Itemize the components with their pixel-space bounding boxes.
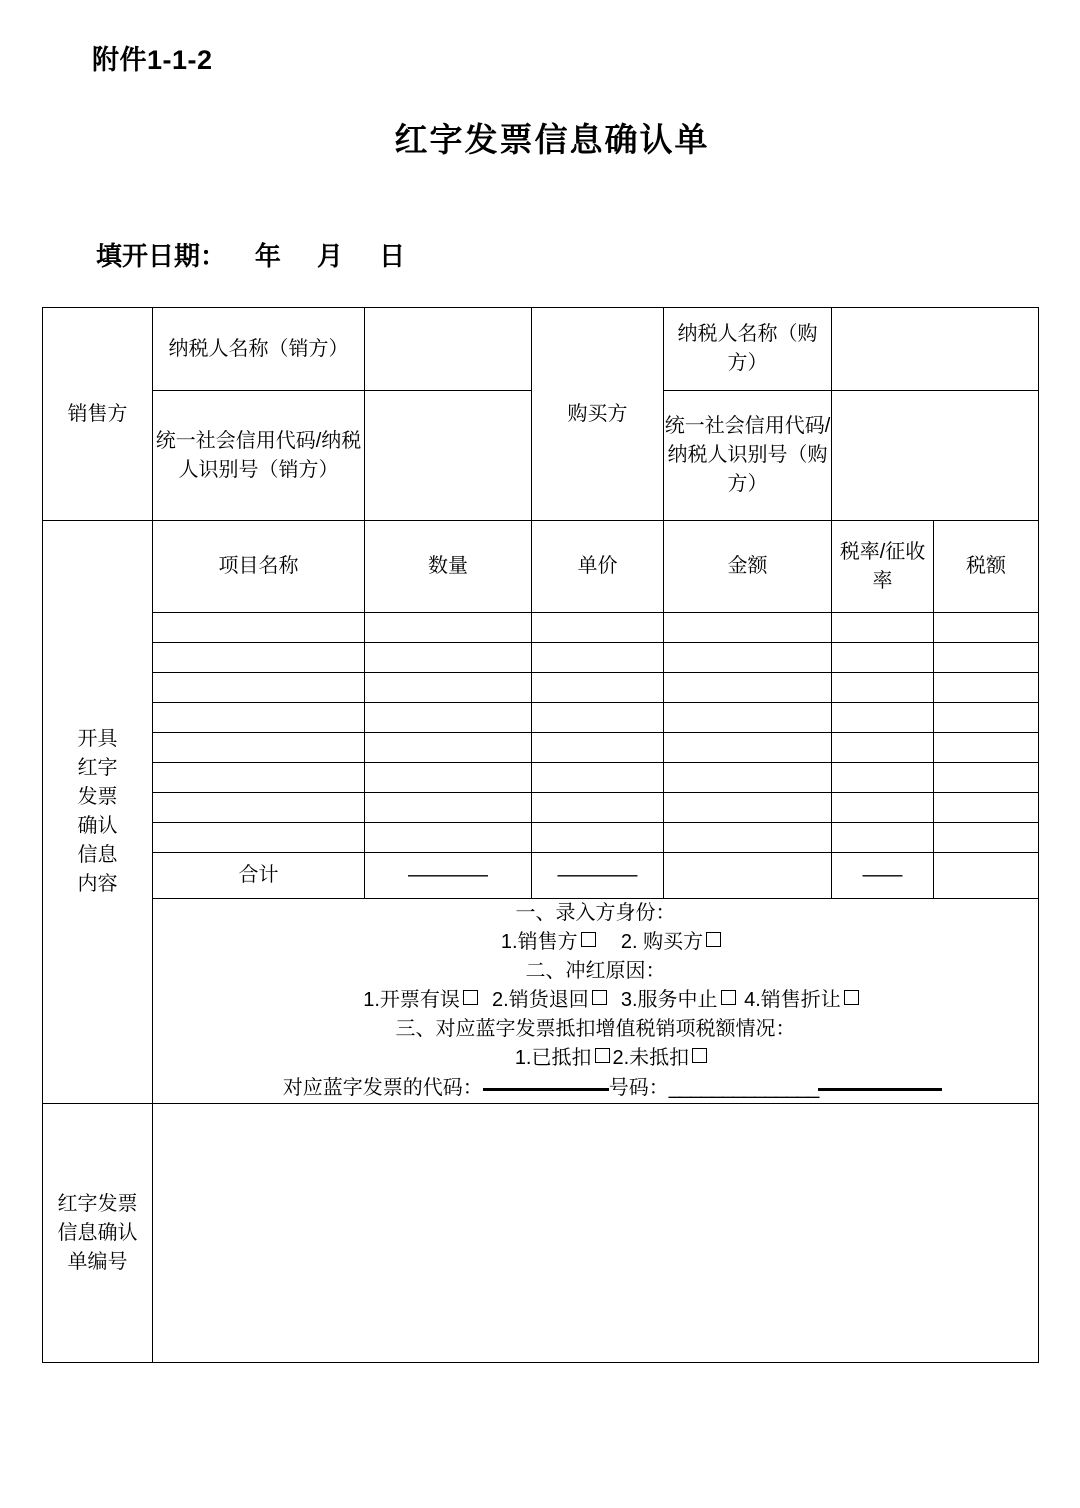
items-section-label bbox=[43, 521, 153, 1104]
serial-number-label-line: 信息确认 bbox=[57, 1221, 138, 1244]
cell-amount[interactable] bbox=[664, 643, 832, 673]
cell-tax-rate[interactable] bbox=[832, 703, 934, 733]
cell-quantity[interactable] bbox=[365, 673, 532, 703]
table-row[interactable] bbox=[43, 733, 1039, 763]
reason-sales-discount-label: 4.销售折让 bbox=[744, 989, 841, 1011]
cell-quantity[interactable] bbox=[365, 763, 532, 793]
cell-quantity[interactable] bbox=[365, 733, 532, 763]
total-tax-rate: —— bbox=[832, 853, 934, 899]
seller-name-row bbox=[43, 308, 1039, 391]
cell-amount[interactable] bbox=[664, 823, 832, 853]
cell-quantity[interactable] bbox=[365, 703, 532, 733]
cell-tax-amount[interactable] bbox=[934, 763, 1039, 793]
reason-service-stop-label: 3.服务中止 bbox=[620, 989, 718, 1011]
checkbox-reason-sales-return[interactable] bbox=[592, 990, 607, 1005]
entry-party-buyer-label: 2. 购买方 bbox=[620, 931, 704, 953]
notes-line-3: 二、冲红原因： bbox=[525, 960, 666, 982]
notes-block bbox=[153, 899, 1039, 1104]
items-section-label-line: 内容 bbox=[77, 873, 118, 896]
cell-unit-price[interactable] bbox=[532, 763, 664, 793]
reason-sales-return-label: 2.销货退回 bbox=[492, 989, 589, 1011]
serial-number-label-line: 红字发票 bbox=[57, 1192, 138, 1215]
deducted-label: 1.已抵扣 bbox=[514, 1047, 592, 1069]
total-amount[interactable] bbox=[664, 853, 832, 899]
cell-item-name[interactable] bbox=[153, 823, 365, 853]
cell-amount[interactable] bbox=[664, 703, 832, 733]
cell-item-name[interactable] bbox=[153, 613, 365, 643]
buyer-name-value[interactable] bbox=[832, 308, 1039, 391]
items-section-label-line: 红字 bbox=[77, 757, 118, 780]
column-header-amount: 金额 bbox=[664, 521, 832, 613]
column-header-tax-rate: 税率/征收率 bbox=[832, 521, 934, 613]
total-row bbox=[43, 853, 1039, 899]
cell-amount[interactable] bbox=[664, 613, 832, 643]
cell-quantity[interactable] bbox=[365, 793, 532, 823]
reason-invoice-error-label: 1.开票有误 bbox=[363, 989, 460, 1011]
cell-tax-rate[interactable] bbox=[832, 823, 934, 853]
table-row[interactable] bbox=[43, 673, 1039, 703]
cell-unit-price[interactable] bbox=[532, 793, 664, 823]
serial-number-row bbox=[43, 1104, 1039, 1363]
table-row[interactable] bbox=[43, 643, 1039, 673]
serial-number-value[interactable] bbox=[153, 1104, 1039, 1363]
column-header-item-name: 项目名称 bbox=[153, 521, 365, 613]
seller-section-label: 销售方 bbox=[43, 308, 153, 521]
page-title: 红字发票信息确认单 bbox=[394, 121, 710, 158]
notes-line-7 bbox=[153, 1073, 1038, 1103]
table-row[interactable] bbox=[43, 703, 1039, 733]
cell-tax-rate[interactable] bbox=[832, 613, 934, 643]
cell-tax-rate[interactable] bbox=[832, 643, 934, 673]
blue-invoice-code-input[interactable] bbox=[483, 1088, 609, 1091]
serial-number-label-line: 单编号 bbox=[67, 1250, 128, 1273]
cell-amount[interactable] bbox=[664, 733, 832, 763]
cell-tax-rate[interactable] bbox=[832, 793, 934, 823]
total-tax-amount[interactable] bbox=[934, 853, 1039, 899]
buyer-id-label: 统一社会信用代码/纳税人识别号（购方） bbox=[664, 391, 832, 521]
cell-unit-price[interactable] bbox=[532, 673, 664, 703]
buyer-section-label: 购买方 bbox=[532, 308, 664, 521]
cell-amount[interactable] bbox=[664, 673, 832, 703]
cell-item-name[interactable] bbox=[153, 703, 365, 733]
seller-id-label: 统一社会信用代码/纳税人识别号（销方） bbox=[153, 391, 365, 521]
cell-unit-price[interactable] bbox=[532, 643, 664, 673]
cell-item-name[interactable] bbox=[153, 673, 365, 703]
checkbox-entry-party-buyer[interactable] bbox=[706, 932, 721, 947]
cell-item-name[interactable] bbox=[153, 763, 365, 793]
fill-date-line: 填开日期： 年 月 日 bbox=[96, 241, 406, 271]
notes-line-4 bbox=[153, 986, 1038, 1015]
cell-tax-amount[interactable] bbox=[934, 673, 1039, 703]
items-section-label-line: 发票 bbox=[77, 786, 118, 809]
checkbox-reason-sales-discount[interactable] bbox=[844, 990, 859, 1005]
total-unit-price: ———— bbox=[532, 853, 664, 899]
checkbox-reason-service-stop[interactable] bbox=[721, 990, 736, 1005]
cell-tax-amount[interactable] bbox=[934, 703, 1039, 733]
entry-party-seller-label: 1.销售方 bbox=[500, 931, 578, 953]
cell-tax-amount[interactable] bbox=[934, 793, 1039, 823]
total-label: 合计 bbox=[153, 853, 365, 899]
buyer-name-label: 纳税人名称（购方） bbox=[664, 308, 832, 391]
cell-item-name[interactable] bbox=[153, 793, 365, 823]
cell-tax-amount[interactable] bbox=[934, 613, 1039, 643]
cell-unit-price[interactable] bbox=[532, 613, 664, 643]
notes-row bbox=[43, 899, 1039, 1104]
invoice-confirmation-table bbox=[42, 307, 1039, 1363]
column-header-unit-price: 单价 bbox=[532, 521, 664, 613]
cell-quantity[interactable] bbox=[365, 823, 532, 853]
cell-amount[interactable] bbox=[664, 793, 832, 823]
checkbox-deducted[interactable] bbox=[595, 1048, 610, 1063]
cell-tax-amount[interactable] bbox=[934, 733, 1039, 763]
blue-invoice-number-dashes: ______________ bbox=[668, 1076, 819, 1099]
items-section-label-line: 确认 bbox=[77, 815, 118, 838]
seller-id-value[interactable] bbox=[365, 391, 532, 521]
cell-quantity[interactable] bbox=[365, 613, 532, 643]
cell-tax-amount[interactable] bbox=[934, 643, 1039, 673]
table-row[interactable] bbox=[43, 763, 1039, 793]
cell-item-name[interactable] bbox=[153, 643, 365, 673]
total-quantity: ———— bbox=[365, 853, 532, 899]
seller-name-label: 纳税人名称（销方） bbox=[153, 308, 365, 391]
checkbox-entry-party-seller[interactable] bbox=[581, 932, 596, 947]
cell-tax-rate[interactable] bbox=[832, 733, 934, 763]
cell-quantity[interactable] bbox=[365, 643, 532, 673]
checkbox-not-deducted[interactable] bbox=[692, 1048, 707, 1063]
blue-invoice-number-label: 号码： bbox=[608, 1077, 669, 1099]
items-section-label-line: 开具 bbox=[77, 728, 118, 751]
notes-line-6 bbox=[153, 1044, 1038, 1073]
attachment-number: 附件1-1-2 bbox=[92, 45, 213, 75]
cell-unit-price[interactable] bbox=[532, 823, 664, 853]
cell-item-name[interactable] bbox=[153, 733, 365, 763]
cell-tax-rate[interactable] bbox=[832, 673, 934, 703]
cell-unit-price[interactable] bbox=[532, 703, 664, 733]
blue-invoice-number-input[interactable] bbox=[818, 1088, 942, 1091]
cell-unit-price[interactable] bbox=[532, 733, 664, 763]
table-row[interactable] bbox=[43, 613, 1039, 643]
items-header-row bbox=[43, 521, 1039, 613]
column-header-quantity: 数量 bbox=[365, 521, 532, 613]
buyer-id-value[interactable] bbox=[832, 391, 1039, 521]
seller-name-value[interactable] bbox=[365, 308, 532, 391]
column-header-tax-amount: 税额 bbox=[934, 521, 1039, 613]
serial-number-label bbox=[43, 1104, 153, 1363]
cell-tax-amount[interactable] bbox=[934, 823, 1039, 853]
blue-invoice-code-label: 对应蓝字发票的代码： bbox=[282, 1077, 483, 1099]
checkbox-reason-invoice-error[interactable] bbox=[463, 990, 478, 1005]
not-deducted-label: 2.未抵扣 bbox=[612, 1047, 690, 1069]
items-section-label-line: 信息 bbox=[77, 844, 118, 867]
cell-tax-rate[interactable] bbox=[832, 763, 934, 793]
notes-line-5: 三、对应蓝字发票抵扣增值税销项税额情况： bbox=[395, 1018, 796, 1040]
notes-line-1: 一、录入方身份： bbox=[515, 902, 676, 924]
notes-line-2 bbox=[153, 928, 1038, 957]
table-row[interactable] bbox=[43, 823, 1039, 853]
table-row[interactable] bbox=[43, 793, 1039, 823]
cell-amount[interactable] bbox=[664, 763, 832, 793]
